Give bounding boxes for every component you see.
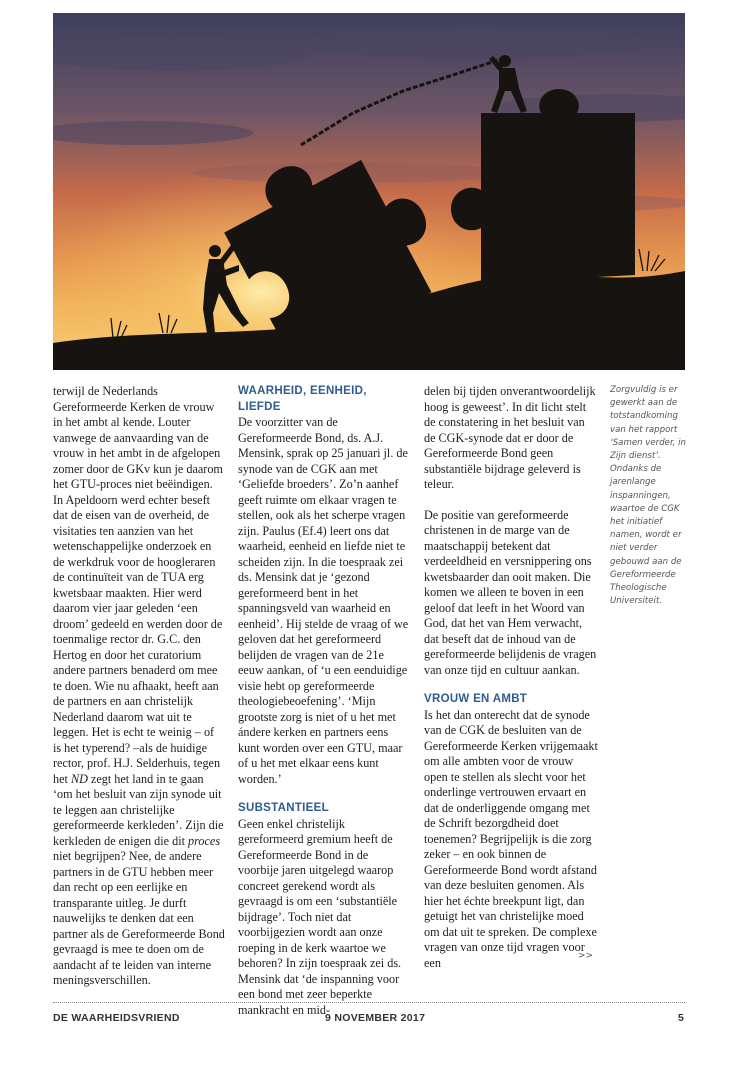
emphasis-word: proces [188,833,221,848]
newspaper-abbreviation: ND [70,771,88,786]
hero-image [53,13,685,370]
puzzle-silhouette-illustration [53,13,685,370]
article-column-3 [424,384,598,971]
paragraph: terwijl de Nederlands Gereformeerde Kerken de vrouw in het ambt al kende. Louter vanwege de aanvaarding van de vrouw in het ambt in de afgelopen zomer door de GKv kun je daarom het GTU-proces niet beëindigen. [53,384,223,491]
text-run: niet begrijpen? Nee, de andere partners in de GTU hebben meer dan recht op een eerlijke en transparante uitleg. Je durft nauwelijks te denken dat een partner als de Gereformeerde Bond gevraagd is mee te doen om de aandacht af te leiden van interne meningsverschillen. [53,849,225,987]
sidebar-text: Zorgvuldig is er gewerkt aan de totstandkoming van het rapport ‘Samen verder, in Zijn dienst’. Ondanks de jarenlange inspanningen, waartoe de CGK het initiatief namen, wordt er niet verder gebouwd aan de Gereformeerde Theologische Universiteit. [610,385,686,607]
paragraph [53,493,225,989]
sidebar-caption [610,384,688,608]
text-run: zegt het land in te gaan ‘om het besluit van zijn synode uit te leggen aan christelijke gereformeerde kerkleden’. Zijn die kerkleden de enigen die dit [53,771,224,848]
paragraph: Geen enkel christelijk gereformeerd gremium heeft de Gereformeerde Bond in de voorbije jaren uitgelegd waarop concreet gerekend wordt als gevraagd is om een ‘substantiële bijdrage’. Toch niet dat voorbijgezien wordt aan onze roeping in de kerk waartoe we behoren? In zijn toespraak zei ds. Mensink dat ‘de inspanning voor een bond met zeer beperkte mankracht en mid- [238,816,402,1017]
footer-divider [53,1002,685,1003]
paragraph: De positie van gereformeerde christenen in de marge van de maatschappij betekent dat verdeeldheid en versnippering ons kwetsbaarder dan ooit maken. Die komen we alleen te boven in een geloof dat leeft in het Woord van God, dat het van Hem verwacht, dat beseft dat de inhoud van de gereformeerde belijdenis de vragen van onze tijd en cultuur aankan. [424,507,597,677]
section-heading: VROUW EN AMBT [424,693,528,705]
article-column-2 [238,384,410,1018]
text-run: In Apeldoorn werd echter beseft dat de eisen van de overheid, de visitaties ten aanzien van het wetenschappelijke onderzoek en de werkdruk voor de hoogleraren de continuïteit van de TUA erg kwetsbaar maakten. Hier werd daarom vier jaar geleden ‘een droom’ gedeeld en werden door de toenmalige rector dr. G.C. den Hertog en door het curatorium andere partners benaderd om mee te doen. Wie nu afhaakt, heeft aan de partners en aan christelijk Nederland daarom wat uit te leggen. Het is echt te weinig – of is het typerend? –als de huidige rector, prof. H.J. Selderhuis, tegen het [53,492,223,786]
page-number: 5 [678,1012,685,1024]
footer-date: 9 NOVEMBER 2017 [325,1012,426,1024]
paragraph: delen bij tijden onverantwoordelijk hoog is geweest’. In dit licht stelt de constatering in het besluit van de CGK-synode dat er door de Gereformeerde Bond geen substantiële bijdrage geleverd is teleur. [424,384,596,491]
paragraph: Is het dan onterecht dat de synode van de CGK de besluiten van de Gereformeerde Kerken vrijgemaakt om alle ambten voor de vrouw open te stellen als slecht voor het onderlinge vertrouwen ervaart en dat de onderliggende omgang met de Schrift bezorgdheid doet toenemen? Begrijpelijk is die zorg zeker – en ook binnen de Gereformeerde Bond wordt afstand van deze besluiten genomen. Als hier het échte breekpunt ligt, dan getuigt het van christelijke moed om dat uit te spreken. De complexe vragen van onze tijd vragen voor een [424,707,598,970]
paragraph: De voorzitter van de Gereformeerde Bond, ds. A.J. Mensink, sprak op 25 januari jl. de synode van de CGK aan met ‘Geliefde broeders’. Zo’n aanhef geeft ruimte om elkaar vragen te stellen, ook als het scherpe vragen zijn. Paulus (Ef.4) leert ons dat waarheid, eenheid en liefde niet te scheiden zijn. In die toespraak zei ds. Mensink dat je ‘gezond gereformeerd bent in het spanningsveld van waarheid en eenheid’. Hij stelde de vraag of we geloven dat het gereformeerd belijden de vragen van de 21e eeuw aankan, of ‘u een eenduidige visie hebt op gereformeerde theologiebeoefening’. ‘Mijn grootste zorg is niet of u het met ándere kerken en partners eens kunt worden over een GTU, maar of u het met elkaar eens kunt worden.’ [238,415,409,786]
section-heading: SUBSTANTIEEL [238,802,329,814]
article-column-1 [53,384,225,989]
section-heading: WAARHEID, EENHEID, LIEFDE [238,385,367,413]
continued-indicator: >> [578,951,594,961]
footer-magazine-name: DE WAARHEIDSVRIEND [53,1012,180,1024]
